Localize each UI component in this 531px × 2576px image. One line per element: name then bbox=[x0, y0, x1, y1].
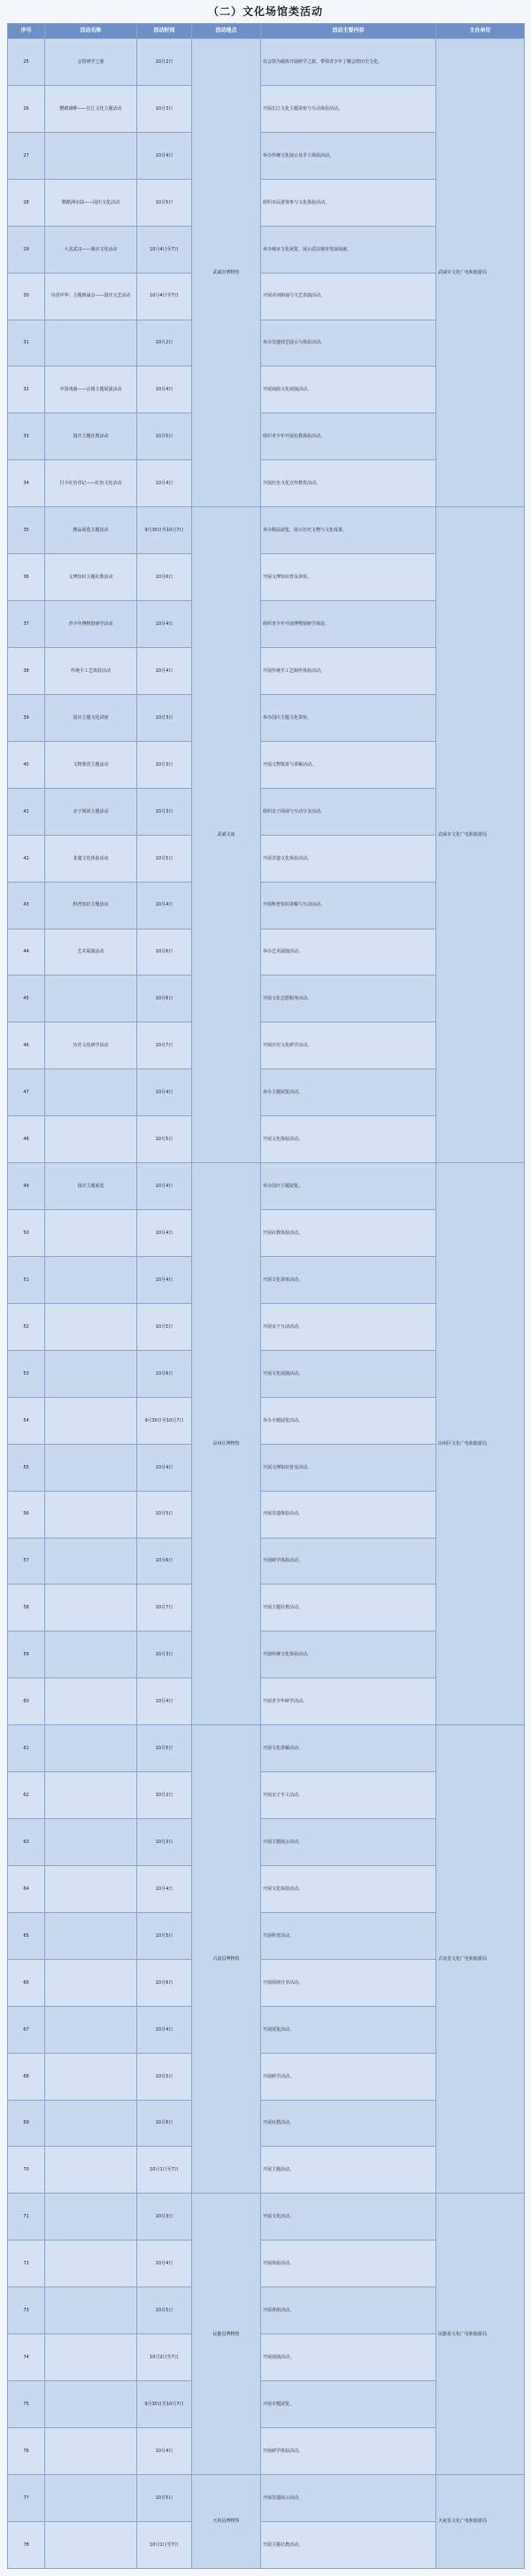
activity-table bbox=[7, 23, 525, 2569]
row-number: 47 bbox=[8, 1069, 45, 1116]
row-number: 65 bbox=[8, 1912, 45, 1959]
row-number: 68 bbox=[8, 2053, 45, 2100]
activity-content: 组织青少年开展博物馆研学体验。 bbox=[261, 601, 436, 648]
activity-time: 10月4日 bbox=[137, 1256, 192, 1303]
activity-time: 10月2日 bbox=[137, 39, 192, 86]
row-number: 29 bbox=[8, 226, 45, 273]
activity-time: 10月4日 bbox=[137, 1069, 192, 1116]
table-row bbox=[8, 507, 525, 554]
activity-time: 10月5日 bbox=[137, 413, 192, 460]
activity-content: 开展长江文化主题讲座与互动体验活动。 bbox=[261, 85, 436, 132]
row-number: 66 bbox=[8, 1959, 45, 2006]
activity-name: 艺术展演活动 bbox=[45, 929, 137, 976]
row-number: 56 bbox=[8, 1491, 45, 1538]
activity-time: 10月5日 bbox=[137, 2287, 192, 2334]
activity-place: 武威文庙 bbox=[192, 507, 261, 1163]
activity-time: 10月4日 bbox=[137, 2428, 192, 2475]
activity-name: 青少年博物馆研学活动 bbox=[45, 601, 137, 648]
activity-name: 国庆主题文化讲座 bbox=[45, 694, 137, 741]
row-number: 51 bbox=[8, 1256, 45, 1303]
activity-time: 10月7日 bbox=[137, 1585, 192, 1631]
activity-name: 科普知识主题活动 bbox=[45, 882, 137, 929]
activity-time: 10月6日 bbox=[137, 1350, 192, 1397]
activity-name: 传统手工艺体验活动 bbox=[45, 647, 137, 694]
activity-name bbox=[45, 2100, 137, 2147]
activity-place: 古浪县博物馆 bbox=[192, 1725, 261, 2194]
header-no: 序号 bbox=[8, 24, 45, 39]
activity-name: 文博知识主题社教活动 bbox=[45, 554, 137, 601]
row-number: 64 bbox=[8, 1865, 45, 1912]
activity-time: 10月4日 bbox=[137, 460, 192, 507]
activity-content: 开展研学体验活动。 bbox=[261, 2428, 436, 2475]
activity-content: 开展非遗展示活动。 bbox=[261, 2474, 436, 2521]
activity-content: 开展专题展览。 bbox=[261, 2381, 436, 2428]
row-number: 44 bbox=[8, 929, 45, 976]
activity-time: 10月5日 bbox=[137, 2053, 192, 2100]
activity-time: 10月4日 bbox=[137, 366, 192, 413]
activity-name: 鹦鹉洲水陆——国庆文化活动 bbox=[45, 179, 137, 226]
row-number: 62 bbox=[8, 1772, 45, 1819]
activity-content: 开展非遗文化体验活动。 bbox=[261, 835, 436, 882]
activity-name: 鹦鹉洲畔——长江文化主题活动 bbox=[45, 85, 137, 132]
row-number: 49 bbox=[8, 1163, 45, 1210]
activity-name bbox=[45, 976, 137, 1022]
activity-time: 10月2日 bbox=[137, 320, 192, 366]
activity-name bbox=[45, 1397, 137, 1444]
activity-time: 10月5日 bbox=[137, 2474, 192, 2521]
row-number: 42 bbox=[8, 835, 45, 882]
table-row bbox=[8, 39, 525, 86]
activity-name bbox=[45, 2428, 137, 2475]
activity-name: 非遗文化体验活动 bbox=[45, 835, 137, 882]
activity-time: 10月6日 bbox=[137, 1538, 192, 1585]
activity-name bbox=[45, 1772, 137, 1819]
row-number: 71 bbox=[8, 2194, 45, 2241]
row-number: 28 bbox=[8, 179, 45, 226]
activity-content: 开展阅读分享活动。 bbox=[261, 1959, 436, 2006]
row-number: 52 bbox=[8, 1303, 45, 1350]
activity-content: 开展戏曲文化展演活动。 bbox=[261, 366, 436, 413]
organizer: 凉州区文化广电和旅游局 bbox=[436, 1163, 525, 1725]
activity-name: 历史文化研学活动 bbox=[45, 1022, 137, 1069]
activity-name bbox=[45, 1210, 137, 1257]
activity-time: 10月3日 bbox=[137, 1631, 192, 1678]
activity-content: 开展文化活动。 bbox=[261, 2194, 436, 2241]
row-number: 59 bbox=[8, 1631, 45, 1678]
table-row bbox=[8, 1163, 525, 1210]
activity-content: 开展亲子手工活动。 bbox=[261, 1772, 436, 1819]
activity-name bbox=[45, 1303, 137, 1350]
activity-content: 举办城市文化展览，展示武汉城市发展成就。 bbox=[261, 226, 436, 273]
activity-content: 举办非遗技艺展示与体验活动。 bbox=[261, 320, 436, 366]
row-number: 53 bbox=[8, 1350, 45, 1397]
activity-time: 10月4日 bbox=[137, 1444, 192, 1491]
activity-place: 民勤县博物馆 bbox=[192, 2194, 261, 2475]
row-number: 61 bbox=[8, 1725, 45, 1772]
activity-content: 开展非遗体验活动。 bbox=[261, 1491, 436, 1538]
activity-content: 开展体验活动。 bbox=[261, 2241, 436, 2287]
activity-name bbox=[45, 132, 137, 179]
activity-time: 10月1日至7日 bbox=[137, 2521, 192, 2568]
activity-name bbox=[45, 2147, 137, 2194]
activity-time: 10月3日 bbox=[137, 741, 192, 788]
activity-name: 精品展览主题活动 bbox=[45, 507, 137, 554]
row-number: 60 bbox=[8, 1678, 45, 1725]
activity-content: 举办专题展览活动。 bbox=[261, 1397, 436, 1444]
activity-name bbox=[45, 2474, 137, 2521]
table-body bbox=[8, 39, 525, 2569]
activity-name: 国庆主题社教活动 bbox=[45, 413, 137, 460]
activity-content: 举办艺术展演活动。 bbox=[261, 929, 436, 976]
activity-content: 开展红色文化宣传教育活动。 bbox=[261, 460, 436, 507]
table-row bbox=[8, 2474, 525, 2521]
activity-name bbox=[45, 1116, 137, 1163]
activity-time: 10月4日 bbox=[137, 132, 192, 179]
row-number: 67 bbox=[8, 2006, 45, 2053]
activity-time: 10月6日 bbox=[137, 976, 192, 1022]
header-place: 活动地点 bbox=[192, 24, 261, 39]
activity-name bbox=[45, 1631, 137, 1678]
row-number: 78 bbox=[8, 2521, 45, 2568]
section-title: （二）文化场馆类活动 bbox=[207, 5, 323, 18]
activity-name bbox=[45, 1256, 137, 1303]
activity-content: 开展文化讲解活动。 bbox=[261, 1725, 436, 1772]
activity-content: 举办国庆主题展览。 bbox=[261, 1163, 436, 1210]
activity-place: 凉州区博物馆 bbox=[192, 1163, 261, 1725]
activity-name bbox=[45, 1491, 137, 1538]
activity-name bbox=[45, 2053, 137, 2100]
activity-time: 10月4日至7日 bbox=[137, 273, 192, 320]
row-number: 70 bbox=[8, 2147, 45, 2194]
activity-name: 大美武汉——城市文化活动 bbox=[45, 226, 137, 273]
activity-time: 10月5日 bbox=[137, 1303, 192, 1350]
activity-time: 10月6日 bbox=[137, 1959, 192, 2006]
activity-time: 10月6日 bbox=[137, 2100, 192, 2147]
activity-content: 开展主题活动。 bbox=[261, 2147, 436, 2194]
activity-time: 10月5日 bbox=[137, 835, 192, 882]
activity-name bbox=[45, 1819, 137, 1866]
activity-name bbox=[45, 2241, 137, 2287]
row-number: 54 bbox=[8, 1397, 45, 1444]
row-number: 50 bbox=[8, 1210, 45, 1257]
row-number: 34 bbox=[8, 460, 45, 507]
activity-time: 10月4日 bbox=[137, 601, 192, 648]
activity-time: 10月3日 bbox=[137, 694, 192, 741]
activity-content: 开展社教体验活动。 bbox=[261, 1210, 436, 1257]
activity-content: 开展青少年研学活动。 bbox=[261, 1678, 436, 1725]
activity-content: 开展讲座活动。 bbox=[261, 2287, 436, 2334]
header-time: 活动时间 bbox=[137, 24, 192, 39]
row-number: 39 bbox=[8, 694, 45, 741]
row-number: 46 bbox=[8, 1022, 45, 1069]
activity-content: 开展文化体验活动。 bbox=[261, 1116, 436, 1163]
activity-content: 开展文化展演活动。 bbox=[261, 1350, 436, 1397]
activity-content: 开展传统手工艺制作体验活动。 bbox=[261, 647, 436, 694]
organizer: 古浪县文化广电和旅游局 bbox=[436, 1725, 525, 2194]
activity-time: 10月4日 bbox=[137, 2006, 192, 2053]
activity-time: 10月6日 bbox=[137, 554, 192, 601]
activity-time: 9月30日至10月7日 bbox=[137, 507, 192, 554]
activity-name bbox=[45, 1725, 137, 1772]
activity-time: 10月3日 bbox=[137, 85, 192, 132]
activity-name bbox=[45, 320, 137, 366]
activity-content: 举办主题展览活动。 bbox=[261, 1069, 436, 1116]
activity-name: 中国戏曲——京剧主题展演活动 bbox=[45, 366, 137, 413]
activity-content: 开展文化体验活动。 bbox=[261, 1865, 436, 1912]
activity-name bbox=[45, 1538, 137, 1585]
activity-content: 组织市民游客参与文化体验活动。 bbox=[261, 179, 436, 226]
activity-time: 10月4日至7日 bbox=[137, 226, 192, 273]
activity-content: 开展传统文化体验活动。 bbox=[261, 1631, 436, 1678]
activity-time: 10月5日 bbox=[137, 179, 192, 226]
activity-name bbox=[45, 1350, 137, 1397]
row-number: 63 bbox=[8, 1819, 45, 1866]
activity-name bbox=[45, 2334, 137, 2381]
header-org: 主办单位 bbox=[436, 24, 525, 39]
organizer: 天祝县文化广电和旅游局 bbox=[436, 2474, 525, 2568]
activity-content: 开展主题社教活动。 bbox=[261, 2521, 436, 2568]
row-number: 32 bbox=[8, 366, 45, 413]
activity-content: 举办传统文化展示及手工体验活动。 bbox=[261, 132, 436, 179]
organizer: 武威市文化广电和旅游局 bbox=[436, 507, 525, 1163]
activity-content: 开展研学活动。 bbox=[261, 2053, 436, 2100]
row-number: 37 bbox=[8, 601, 45, 648]
row-number: 57 bbox=[8, 1538, 45, 1585]
row-number: 45 bbox=[8, 976, 45, 1022]
row-number: 75 bbox=[8, 2381, 45, 2428]
header-name: 活动名称 bbox=[45, 24, 137, 39]
activity-name bbox=[45, 1069, 137, 1116]
activity-content: 开展历史文化研学活动。 bbox=[261, 1022, 436, 1069]
activity-name bbox=[45, 1912, 137, 1959]
activity-time: 10月5日 bbox=[137, 1912, 192, 1959]
activity-time: 10月2日 bbox=[137, 1772, 192, 1819]
activity-time: 10月2日至7日 bbox=[137, 2334, 192, 2381]
organizer: 武威市文化广电和旅游局 bbox=[436, 39, 525, 507]
activity-name: 打卡红色印记——红色文化活动 bbox=[45, 460, 137, 507]
activity-content: 开展文博知识普及讲座。 bbox=[261, 554, 436, 601]
row-number: 76 bbox=[8, 2428, 45, 2475]
activity-name bbox=[45, 1865, 137, 1912]
activity-time: 9月30日至10月7日 bbox=[137, 1397, 192, 1444]
activity-time: 10月5日 bbox=[137, 1116, 192, 1163]
activity-time: 10月4日 bbox=[137, 1865, 192, 1912]
header-content: 活动主要内容 bbox=[261, 24, 436, 39]
activity-time: 10月4日 bbox=[137, 647, 192, 694]
activity-name bbox=[45, 2381, 137, 2428]
activity-time: 10月4日 bbox=[137, 2241, 192, 2287]
activity-time: 9月30日至10月7日 bbox=[137, 2381, 192, 2428]
activity-time: 10月3日 bbox=[137, 2194, 192, 2241]
activity-time: 10月4日 bbox=[137, 1163, 192, 1210]
row-number: 38 bbox=[8, 647, 45, 694]
activity-content: 举办国庆主题文化讲座。 bbox=[261, 694, 436, 741]
activity-name: 文物鉴赏主题活动 bbox=[45, 741, 137, 788]
activity-name: 国庆主题展览 bbox=[45, 1163, 137, 1210]
activity-name bbox=[45, 1444, 137, 1491]
activity-place: 天祝县博物馆 bbox=[192, 2474, 261, 2568]
row-number: 31 bbox=[8, 320, 45, 366]
row-number: 30 bbox=[8, 273, 45, 320]
activity-time: 10月3日 bbox=[137, 1819, 192, 1866]
row-number: 58 bbox=[8, 1585, 45, 1631]
activity-name: 会馆研学之旅 bbox=[45, 39, 137, 86]
activity-time: 10月5日 bbox=[137, 1725, 192, 1772]
activity-content: 开展主题展示活动。 bbox=[261, 1819, 436, 1866]
activity-time: 10月4日 bbox=[137, 1678, 192, 1725]
row-number: 35 bbox=[8, 507, 45, 554]
row-number: 26 bbox=[8, 85, 45, 132]
activity-time: 10月4日 bbox=[137, 1210, 192, 1257]
organizer: 民勤县文化广电和旅游局 bbox=[436, 2194, 525, 2475]
activity-content: 开展文物鉴赏与讲解活动。 bbox=[261, 741, 436, 788]
activity-content: 开展文化讲座活动。 bbox=[261, 1256, 436, 1303]
activity-name bbox=[45, 2006, 137, 2053]
row-number: 25 bbox=[8, 39, 45, 86]
activity-content: 开展文博知识普及活动。 bbox=[261, 1444, 436, 1491]
activity-content: 开展展演活动。 bbox=[261, 2334, 436, 2381]
table-row bbox=[8, 1725, 525, 1772]
activity-time: 10月3日 bbox=[137, 788, 192, 835]
activity-name bbox=[45, 1678, 137, 1725]
activity-content: 开展主题社教活动。 bbox=[261, 1585, 436, 1631]
row-number: 55 bbox=[8, 1444, 45, 1491]
activity-name bbox=[45, 2287, 137, 2334]
row-number: 36 bbox=[8, 554, 45, 601]
row-number: 43 bbox=[8, 882, 45, 929]
row-number: 73 bbox=[8, 2287, 45, 2334]
activity-content: 开展社教活动。 bbox=[261, 2100, 436, 2147]
activity-content: 以会馆为载体开展研学之旅，带领青少年了解会馆历史文化。 bbox=[261, 39, 436, 86]
activity-name bbox=[45, 2194, 137, 2241]
activity-content: 开展诗词朗诵与文艺表演活动。 bbox=[261, 273, 436, 320]
activity-name: 诗香中华：主题朗诵会——国庆文艺活动 bbox=[45, 273, 137, 320]
activity-content: 开展亲子互动活动。 bbox=[261, 1303, 436, 1350]
row-number: 69 bbox=[8, 2100, 45, 2147]
activity-time: 10月1日至7日 bbox=[137, 2147, 192, 2194]
activity-content: 举办精品展览，展示历史文物与文化成果。 bbox=[261, 507, 436, 554]
row-number: 27 bbox=[8, 132, 45, 179]
row-number: 33 bbox=[8, 413, 45, 460]
row-number: 72 bbox=[8, 2241, 45, 2287]
activity-time: 10月7日 bbox=[137, 1022, 192, 1069]
row-number: 41 bbox=[8, 788, 45, 835]
activity-content: 开展科普知识讲解与互动活动。 bbox=[261, 882, 436, 929]
row-number: 77 bbox=[8, 2474, 45, 2521]
table-row bbox=[8, 2194, 525, 2241]
activity-time: 10月5日 bbox=[137, 1491, 192, 1538]
activity-content: 开展研学体验活动。 bbox=[261, 1538, 436, 1585]
activity-name bbox=[45, 1585, 137, 1631]
activity-name bbox=[45, 2521, 137, 2568]
activity-content: 开展文化志愿服务活动。 bbox=[261, 976, 436, 1022]
activity-content: 组织亲子阅读与互动分享活动。 bbox=[261, 788, 436, 835]
row-number: 48 bbox=[8, 1116, 45, 1163]
activity-name bbox=[45, 1959, 137, 2006]
row-number: 40 bbox=[8, 741, 45, 788]
activity-time: 10月4日 bbox=[137, 882, 192, 929]
activity-content: 开展科普活动。 bbox=[261, 1912, 436, 1959]
row-number: 74 bbox=[8, 2334, 45, 2381]
activity-content: 开展展览活动。 bbox=[261, 2006, 436, 2053]
activity-name: 亲子阅读主题活动 bbox=[45, 788, 137, 835]
activity-place: 武威市博物馆 bbox=[192, 39, 261, 507]
activity-time: 10月6日 bbox=[137, 929, 192, 976]
activity-content: 组织青少年开展社教体验活动。 bbox=[261, 413, 436, 460]
table-header bbox=[8, 24, 525, 39]
